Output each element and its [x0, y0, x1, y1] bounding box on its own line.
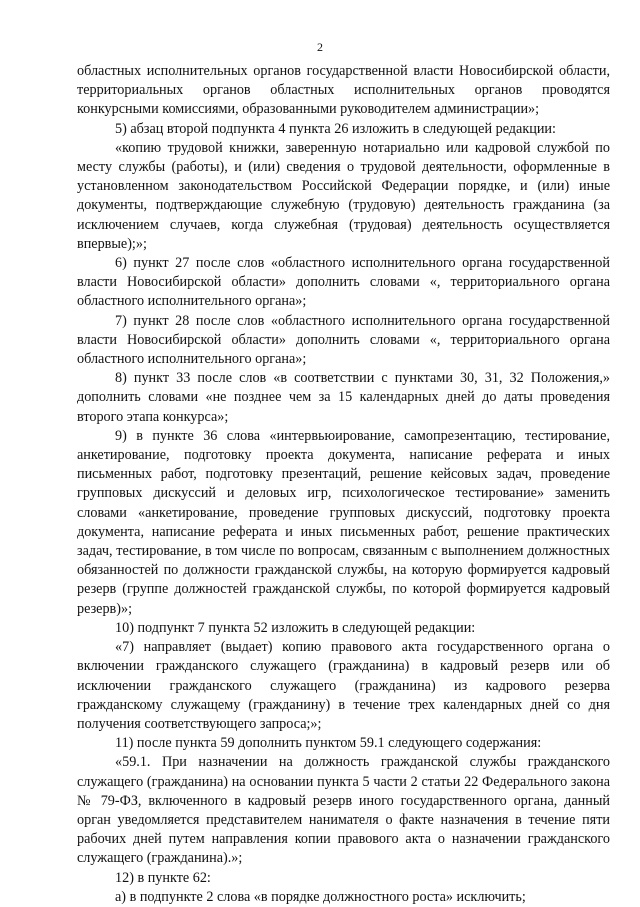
paragraph-item-10: 10) подпункт 7 пункта 52 изложить в следующей редакции: [115, 619, 476, 636]
document-body [77, 62, 610, 907]
paragraph-continuation: областных исполнительных органов государственной власти Новосибирской области, территориальных органов областных исполнительных органов проводятся конкурсными комиссиями, образованными руководителем администрации»; [77, 63, 610, 118]
paragraph-item-10-text: «7) направляет (выдает) копию правового акта государственного органа о включении гражданского служащего (гражданина) в кадровый резерв или об исключении гражданского служащего (гражданина) из кадрового резерва гражданскому служащему (гражданину) в течение трех календарных дней со дня получения соответствующего запроса;»; [77, 639, 610, 732]
paragraph-item-5: 5) абзац второй подпункта 4 пункта 26 изложить в следующей редакции: [115, 120, 556, 137]
paragraph-item-6: 6) пункт 27 после слов «областного исполнительного органа государственной власти Новосибирской области» дополнить словами «, территориального органа областного исполнительного органа»; [77, 255, 610, 310]
paragraph-item-5-text: «копию трудовой книжки, заверенную нотариально или кадровой службой по месту службы (работы), и (или) сведения о трудовой деятельности, оформленные в установленном законодательством Российской Федерации порядке, и (или) иные документы, подтверждающие служебную (трудовую) деятельность гражданина (за исключением случаев, когда служебная (трудовая) деятельность осуществляется впервые);»; [77, 139, 610, 252]
paragraph-item-12: 12) в пункте 62: [115, 869, 211, 886]
paragraph-item-7: 7) пункт 28 после слов «областного исполнительного органа государственной власти Новосибирской области» дополнить словами «, территориального органа областного исполнительного органа»; [77, 312, 610, 368]
paragraph-item-11-text: «59.1. При назначении на должность гражданской службы гражданского служащего (гражданина) на основании пункта 5 части 2 статьи 22 Федерального закона № 79-ФЗ, включенного в кадровый резерв иного государственного органа, данный орган уведомляется представителем нанимателя о факте назначения в течение пяти рабочих дней путем направления копии правового акта о назначении гражданского служащего (гражданина).»; [77, 754, 610, 867]
page-number: 2 [317, 40, 323, 54]
paragraph-item-9: 9) в пункте 36 слова «интервьюирование, самопрезентацию, тестирование, анкетирование, подготовку проекта документа, написание реферата и иных письменных работ, подготовку презентаций, решение кейсовых задач, проведение групповых дискуссий и деловых игр, психологическое тестирование» заменить словами «анкетирование, проведение групповых дискуссий, подготовку проекта документа, написание реферата и иных письменных работ, решение практических задач, тестирование, в том числе по вопросам, связанным с выполнением должностных обязанностей по должности гражданской службы, на которую формируется кадровый резерв (группе должностей гражданской службы, по которой формируется кадровый резерв)»; [77, 427, 610, 617]
paragraph-item-8: 8) пункт 33 после слов «в соответствии с пунктами 30, 31, 32 Положения,» дополнить словами «не позднее чем за 15 календарных дней до даты проведения второго этапа конкурса»; [77, 370, 610, 425]
paragraph-item-12-a: а) в подпункте 2 слова «в порядке должностного роста» исключить; [115, 888, 526, 905]
paragraph-item-11: 11) после пункта 59 дополнить пунктом 59.1 следующего содержания: [115, 735, 542, 752]
